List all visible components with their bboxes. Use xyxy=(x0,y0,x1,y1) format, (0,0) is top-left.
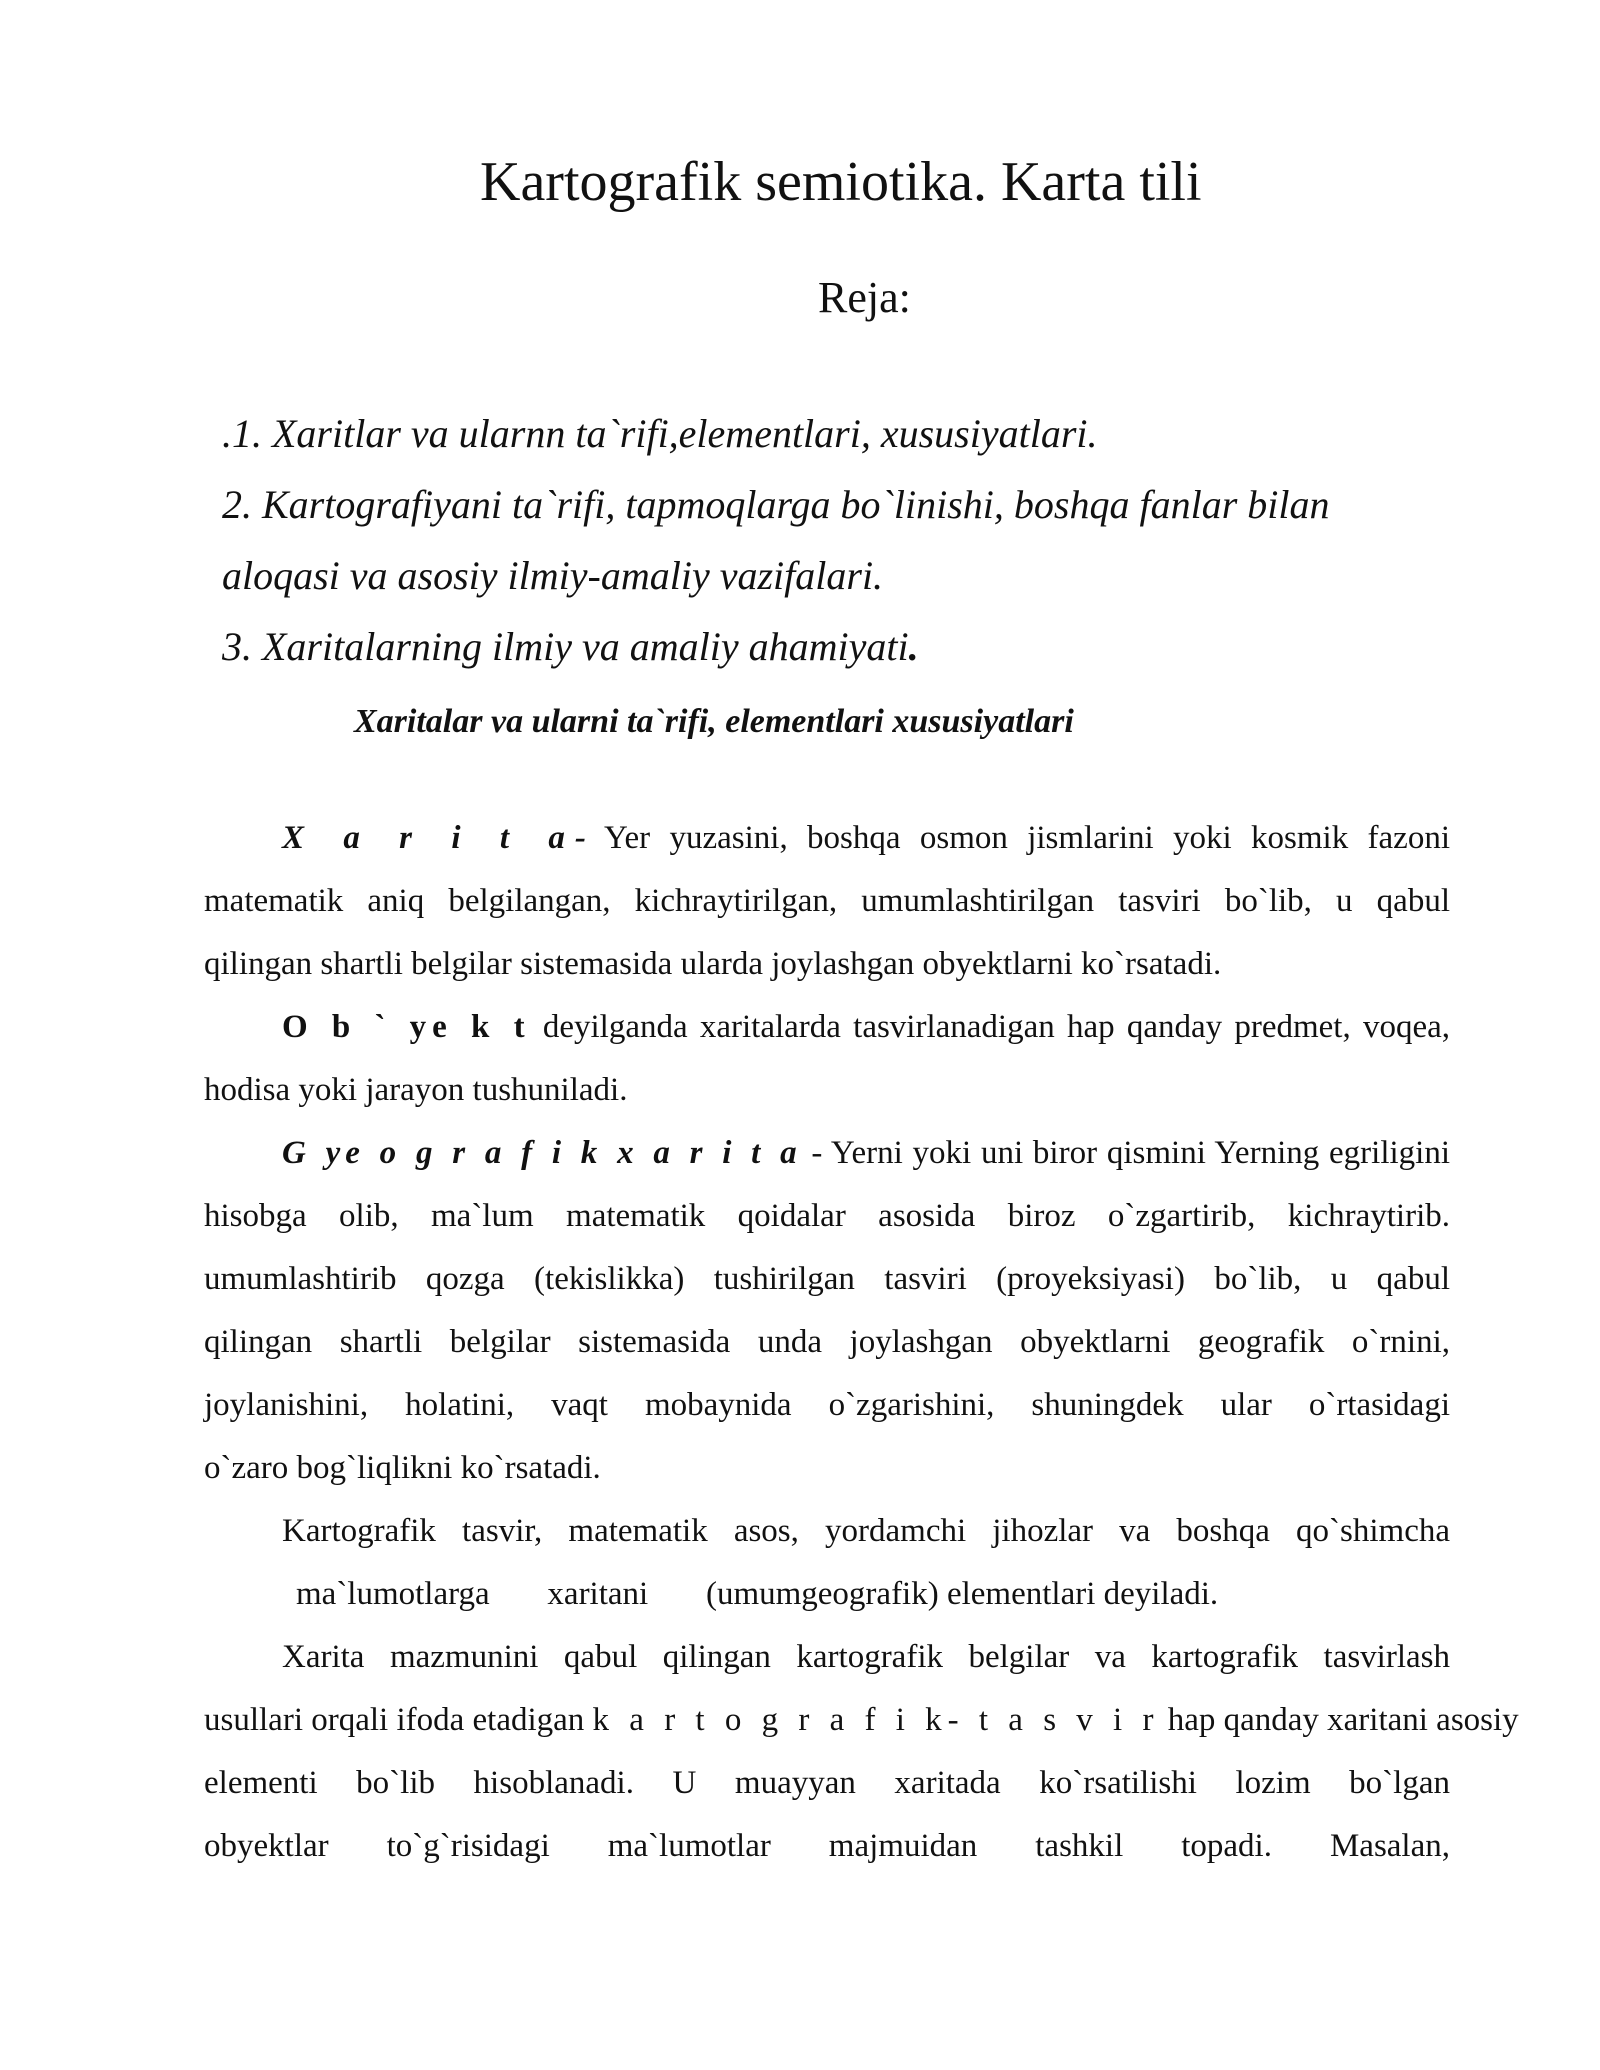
paragraph-1-text-1: Yer yuzasini, boshqa osmon jismlarini yoki kosmik fazoni xyxy=(585,820,1450,856)
paragraph-5-line-1: Xarita mazmunini qabul qilingan kartografik belgilar va kartografik tasvirlash xyxy=(282,1639,1450,1675)
plan-item-3 xyxy=(222,621,1442,673)
paragraph-5-line-4: obyektlar to`g`risidagi ma`lumotlar majmuidan tashkil topadi. Masalan, xyxy=(204,1828,1450,1864)
paragraph-2-line-1 xyxy=(282,1005,1450,1049)
section-heading: Xaritalar va ularni ta`rifi, elementlari xususiyatlari xyxy=(354,703,1074,740)
paragraph-3-line-4: qilingan shartli belgilar sistemasida unda joylashgan obyektlarni geografik o`rnini, xyxy=(204,1324,1450,1360)
term-obyekt: O b ` ye k t xyxy=(282,1009,531,1045)
plan-item-1: .1. Xaritlar va ularnn ta`rifi,elementlari, xususiyatlari. xyxy=(222,411,1098,456)
term-xarita: X a r i t a xyxy=(282,820,575,856)
plan-item-2: 2. Kartografiyani ta`rifi, tapmoqlarga bo`linishi, boshqa fanlar bilan xyxy=(222,482,1330,527)
document-title: Kartografik semiotika. Karta tili xyxy=(480,151,1202,213)
term-kartografik-tasvir: k a r t o g r a f i k- t a s v i r xyxy=(592,1702,1160,1738)
term-geografik-xarita: G ye o g r a f i k x a r i t a xyxy=(282,1135,802,1171)
paragraph-4-line-1: Kartografik tasvir, matematik asos, yordamchi jihozlar va boshqa qo`shimcha xyxy=(282,1513,1450,1549)
plan-item-2-continued: aloqasi va asosiy ilmiy-amaliy vazifalari. xyxy=(222,553,884,598)
paragraph-5-text-2b: hap qanday xaritani asosiy xyxy=(1159,1702,1519,1738)
paragraph-3-line-1 xyxy=(282,1131,1450,1175)
paragraph-5-text-2a: usullari orqali ifoda etadigan xyxy=(204,1702,593,1738)
plan-item-3-text: 3. Xaritalarning ilmiy va amaliy ahamiyati xyxy=(222,624,909,669)
paragraph-5-line-3: elementi bo`lib hisoblanadi. U muayyan xaritada ko`rsatilishi lozim bo`lgan xyxy=(204,1765,1450,1801)
paragraph-5-line-2 xyxy=(204,1698,1519,1742)
paragraph-2-line-2: hodisa yoki jarayon tushuniladi. xyxy=(204,1072,628,1108)
term-dash: - xyxy=(574,820,586,856)
paragraph-3-line-3: umumlashtirib qozga (tekislikka) tushirilgan tasviri (proyeksiyasi) bo`lib, u qabul xyxy=(204,1261,1450,1297)
paragraph-1-line-3: qilingan shartli belgilar sistemasida ularda joylashgan obyektlarni ko`rsatadi. xyxy=(204,946,1222,982)
paragraph-3-line-6: o`zaro bog`liqlikni ko`rsatadi. xyxy=(204,1450,601,1486)
paragraph-1-line-2: matematik aniq belgilangan, kichraytirilgan, umumlashtirilgan tasviri bo`lib, u qabul xyxy=(204,883,1450,919)
paragraph-3-line-2: hisobga olib, ma`lum matematik qoidalar asosida biroz o`zgartirib, kichraytirib. xyxy=(204,1198,1450,1234)
paragraph-1-line-1 xyxy=(282,816,1450,860)
paragraph-3-line-5: joylanishini, holatini, vaqt mobaynida o`zgarishini, shuningdek ular o`rtasidagi xyxy=(204,1387,1450,1423)
paragraph-3-text-1: - Yerni yoki uni biror qismini Yerning egriligini xyxy=(801,1135,1450,1171)
plan-item-3-period: . xyxy=(908,624,919,669)
paragraph-2-text-1: deyilganda xaritalarda tasvirlanadigan hap qanday predmet, voqea, xyxy=(530,1009,1450,1045)
plan-heading: Reja: xyxy=(818,273,911,322)
paragraph-4-line-2: ma`lumotlarga xaritani (umumgeografik) elementlari deyiladi. xyxy=(296,1576,1219,1612)
